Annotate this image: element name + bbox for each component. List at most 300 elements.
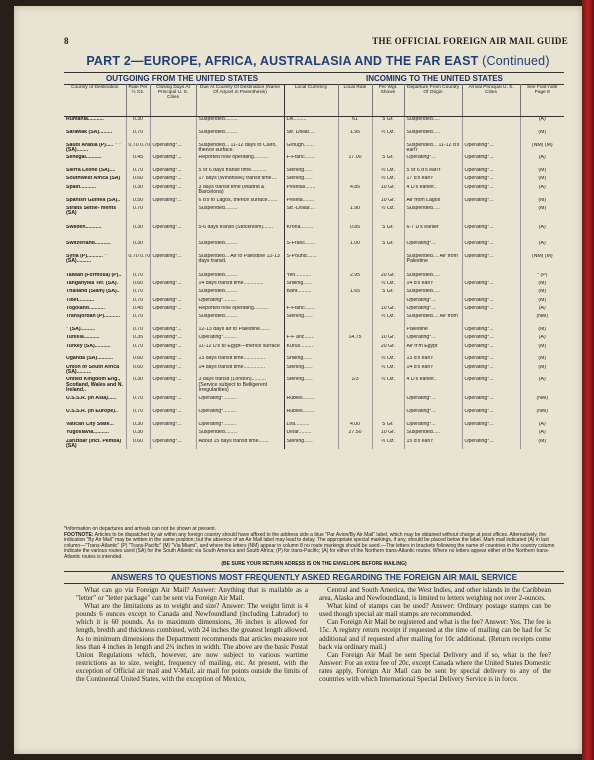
cell-rate: 0.70 [126, 130, 150, 143]
cell-cur: Str. Dollar.... [284, 130, 338, 143]
column-header: Local Rate [338, 84, 372, 117]
cell-lrate [338, 168, 372, 176]
column-header: Per Wgt. Shown [372, 84, 404, 117]
incoming-heading: INCOMING TO THE UNITED STATES [366, 74, 503, 83]
cell-rate: 0.30 [126, 117, 150, 130]
cell-note: (A) [520, 422, 564, 430]
cell-closing: Operating*... [150, 306, 196, 314]
cell-wgt: 5 Gr. [372, 422, 404, 430]
cell-closing: Operating*... [150, 344, 196, 357]
cell-closing [150, 273, 196, 281]
cell-cur [284, 327, 338, 335]
cell-cur: Peseta........ [284, 198, 338, 206]
cell-dep: 4 D's earlier.. [404, 185, 462, 198]
cell-dep: Operating*... [404, 241, 462, 254]
cell-country: Union of South Africa (SA).......... [66, 364, 120, 376]
table-row [64, 327, 564, 335]
cell-arr [462, 130, 520, 143]
cell-country: Turkey (SA)........... [66, 343, 111, 349]
cell-dep: 13 d's earl'r [404, 356, 462, 364]
cell-dep: Suspended.... Air from [404, 314, 462, 327]
cell-closing [150, 241, 196, 254]
cell-wgt: 5 Gr. [372, 241, 404, 254]
cell-dep: Air fr'm Egypt [404, 344, 462, 357]
cell-note: (A) [520, 241, 564, 254]
cell-rate: 0.30 [126, 225, 150, 241]
cell-rate: 0.60 [126, 176, 150, 184]
cell-country: Vatican City State... [66, 422, 114, 428]
cell-lrate [338, 314, 372, 327]
cell-dep: Operating*... [404, 298, 462, 306]
cell-closing [150, 430, 196, 438]
cell-country: Yugoslavia........... [66, 430, 109, 436]
cell-cur: Shilling...... [284, 281, 338, 289]
cell-due: Suspended... 11-12 days to Cairo, thence surface. [196, 143, 284, 156]
cell-lrate: 1.00 [338, 241, 372, 254]
cell-arr: Operating*... [462, 439, 520, 450]
cell-arr: Operating*... [462, 335, 520, 343]
cell-closing: Operating*... [150, 439, 196, 450]
cell-closing: Operating*... [150, 185, 196, 198]
cell-arr [462, 206, 520, 225]
cell-closing: Operating*... [150, 377, 196, 396]
cell-cur: F-Franc....... [284, 306, 338, 314]
cell-rate: 0.70 [126, 298, 150, 306]
guide-page [14, 6, 582, 754]
cell-due: Suspended......... [196, 241, 284, 254]
cell-rate: 0.60 [126, 281, 150, 289]
cell-dep: 6-7 D's earlier [404, 225, 462, 241]
cell-lrate [338, 176, 372, 184]
cell-country: Taiwan (Formosa) (P).. [66, 272, 122, 278]
table-row [64, 273, 564, 281]
cell-lrate [338, 254, 372, 273]
cell-rate: 0.70 [126, 289, 150, 297]
table-row [64, 396, 564, 409]
column-header: Rate Per ½ Oz. [126, 84, 150, 117]
cell-lrate [338, 198, 372, 206]
cell-lrate [338, 356, 372, 364]
cell-cur: Sterling...... [284, 168, 338, 176]
cell-lrate [338, 327, 372, 335]
cell-lrate: 0.85 [338, 225, 372, 241]
cell-rate: 0.50 [126, 198, 150, 206]
part-title-main: PART 2—EUROPE, AFRICA, AUSTRALASIA AND THE FAR EAST [86, 54, 479, 68]
column-header: Local Currency [284, 84, 338, 117]
cell-dep: Palestine [404, 327, 462, 335]
cell-arr: Operating*... [462, 241, 520, 254]
cell-rate: 0.70 0.70 [126, 143, 150, 156]
cell-wgt: 10 Gr. [372, 185, 404, 198]
cell-due: Suspended......... [196, 289, 284, 297]
cell-rate: 0.70 0.70 [126, 254, 150, 273]
cell-wgt: 20 Gr. [372, 344, 404, 357]
cell-closing [150, 289, 196, 297]
cell-note: (NM) [520, 396, 564, 409]
cell-wgt: 5 Gr. [372, 225, 404, 241]
cell-note: (M) [520, 289, 564, 297]
cell-due: Suspended......... [196, 430, 284, 438]
cell-note: (M) [520, 439, 564, 450]
cell-dep: Suspended... 11-12 d's earl'r [404, 143, 462, 156]
cell-wgt: ½ Oz. [372, 439, 404, 450]
table-row [64, 298, 564, 306]
table-row [64, 430, 564, 438]
cell-cur: Sterling...... [284, 176, 338, 184]
cell-rate: 0.70 [126, 344, 150, 357]
cell-dep: Operating*... [404, 306, 462, 314]
cell-lrate [338, 306, 372, 314]
cell-rate: 0.30 [126, 430, 150, 438]
cell-cur: Lei......... [284, 117, 338, 130]
cell-country: Togoland........... [66, 305, 105, 311]
cell-rate: 0.30 [126, 241, 150, 254]
cell-closing: Operating*... [150, 409, 196, 422]
table-row [64, 439, 564, 450]
cell-arr: Operating*... [462, 185, 520, 198]
cell-note: * (P) [520, 273, 564, 281]
table-row [64, 241, 564, 254]
cell-cur: Kurus......... [284, 344, 338, 357]
table-row [64, 281, 564, 289]
cell-lrate: 4.85 [338, 185, 372, 198]
cell-country: Uganda (SA)........... [66, 356, 113, 362]
cell-arr [462, 314, 520, 327]
cell-closing: Operating*... [150, 143, 196, 156]
cell-wgt: ½ Oz. [372, 356, 404, 364]
cell-cur: Rubles........ [284, 409, 338, 422]
cell-country: Tibet........... [66, 297, 95, 303]
table-row [64, 155, 564, 168]
cell-arr: Operating*... [462, 281, 520, 289]
cell-rate: 0.45 [126, 155, 150, 168]
cell-country: Senegal........... [66, 155, 102, 161]
cell-dep: Suspended..... [404, 430, 462, 438]
table-row [64, 306, 564, 314]
cell-dep: 17 d's earl'r [404, 176, 462, 184]
cell-country: Spanish Guinea (SA).. [66, 197, 121, 203]
cell-dep: Suspended.... Air from Palestine [404, 254, 462, 273]
cell-dep: Operating*... [404, 409, 462, 422]
cell-closing [150, 314, 196, 327]
cell-due: Operating*......... [196, 396, 284, 409]
cell-cur: Shilling...... [284, 356, 338, 364]
cell-note: (NM) (M) [520, 143, 564, 156]
cell-wgt [372, 254, 404, 273]
cell-rate: 0.70 [126, 314, 150, 327]
cell-cur: Str.-Dollar.... [284, 206, 338, 225]
cell-dep: Operating*... [404, 335, 462, 343]
cell-country: U.S.S.R. (In Europe).. [66, 409, 118, 415]
cell-closing: Operating*... [150, 176, 196, 184]
cell-wgt: ½ Oz. [372, 314, 404, 327]
cell-note: (M) [520, 168, 564, 176]
cell-note: (M) [520, 130, 564, 143]
cell-cur: S-Pound....... [284, 254, 338, 273]
cell-cur: Sterling...... [284, 314, 338, 327]
cell-note: (A) [520, 117, 564, 130]
cell-closing: Operating*... [150, 168, 196, 176]
cell-note: (M) [520, 176, 564, 184]
footnote-star: *Information on departures and arrivals can not be shown at present. [64, 526, 217, 532]
table-row [64, 143, 564, 156]
cell-closing: Operating*... [150, 422, 196, 430]
cell-cur: Sterling...... [284, 439, 338, 450]
page-number: 8 [64, 36, 69, 46]
qa-right-column [319, 586, 551, 683]
cell-note: (M) [520, 198, 564, 206]
cell-note: (NM) [520, 314, 564, 327]
cell-country: Zanzibar (incl. Pemba)(SA) [66, 438, 122, 450]
outgoing-heading: OUTGOING FROM THE UNITED STATES [106, 74, 259, 83]
cell-rate: 0.60 [126, 356, 150, 364]
table-row [64, 225, 564, 241]
rates-table [64, 84, 564, 449]
cell-note: (M) [520, 206, 564, 225]
cell-note: (NM) (M) [520, 254, 564, 273]
cell-country: U.S.S.R. (In Asia)...... [66, 396, 117, 402]
cell-lrate: 1.90 [338, 206, 372, 225]
cell-due: 14 days transit time............... [196, 365, 284, 378]
cell-due: Operating*......... [196, 422, 284, 430]
book-spine-edge [582, 0, 594, 760]
cell-arr: Operating*... [462, 254, 520, 273]
cell-rate: 0.70 [126, 273, 150, 281]
table-row [64, 198, 564, 206]
qa-paragraph: Central and South America, the West Indies, and other islands in the Caribbean area, Alaska and Newfoundland, is limited to letters weighing not over 2-ounces. [319, 586, 551, 603]
table-row [64, 206, 564, 225]
cell-note: (M) [520, 281, 564, 289]
cell-rate: 0.70 [126, 168, 150, 176]
table-row [64, 254, 564, 273]
cell-due: 3 days transit (London).......... (Service subject to Belligerent Irregularities) [196, 377, 284, 396]
cell-dep: 15 d's earl'r [404, 439, 462, 450]
table-row [64, 335, 564, 343]
cell-country: Straits Settle- ments (SA) [66, 205, 117, 217]
cell-due: Operating*......... [196, 335, 284, 343]
cell-cur: Lira.......... [284, 422, 338, 430]
cell-due: 17 days (Windhoek) transit time.... [196, 176, 284, 184]
cell-cur: Sterling...... [284, 377, 338, 396]
cell-wgt: 5 Gr. [372, 117, 404, 130]
cell-cur: Sterling...... [284, 365, 338, 378]
return-address-notice: (BE SURE YOUR RETURN ADRESS IS ON THE ENVELOPE BEFORE MAILING) [221, 560, 407, 567]
cell-arr: Operating*... [462, 143, 520, 156]
cell-due: Operating*......... [196, 298, 284, 306]
cell-lrate: 4.00 [338, 422, 372, 430]
cell-wgt [372, 143, 404, 156]
cell-country: " (SA).......... [66, 326, 95, 332]
cell-cur: Krona......... [284, 225, 338, 241]
cell-due: 12-13 days air to Palestine....... [196, 327, 284, 335]
qa-paragraph: What can go via Foreign Air Mail? Answer: Anything that is mailable as a "letter" or "letter package" can be sent via Foreign Air Mail. [76, 586, 308, 603]
cell-note: (A) [520, 225, 564, 241]
footnote-text: Articles to be dispatched by air within any foreign country should have affixed to the address side a blue "Par Avion/By Air Mail" label, which may be obtained without charge at post offices. Alternatively, the indication "By Air Mail" may be written in the same position; but the absence of an Air Mail label may lead to delay. The appropriate special markings, if any, should be placed below the label. Mark mail indicated (A) in last column—"Trans-Atlantic" (P) "Trans-Pacific" (M) "Via Miami", and where the letters (NM) appear in column 8 no route markings should be used.—The letters in brackets following the name of countries in the country column indicate the various routes used (SA) for the South Atlantic via South America and South Africa; (P) for trans-Pacific; (A) for either of the Northern trans-Atlantic routes. Where no letters appear either of the Northern trans-Atlantic routes is intended. [64, 531, 555, 560]
column-header: Due At Country Of Destination (Name Of Airport in Parenthesis) [196, 84, 284, 117]
cell-wgt: 5 Gr. [372, 155, 404, 168]
cell-arr [462, 430, 520, 438]
cell-arr: Operating*... [462, 298, 520, 306]
cell-closing: Operating*... [150, 281, 196, 289]
cell-wgt: 10 Gr. [372, 198, 404, 206]
cell-lrate: 61 [338, 117, 372, 130]
cell-rate: 0.70 [126, 327, 150, 335]
cell-arr [462, 289, 520, 297]
column-header: Departure From Country Of Origin [404, 84, 462, 117]
cell-arr: Operating*... [462, 155, 520, 168]
cell-note: (M) [520, 327, 564, 335]
cell-due: 5 or 6 days transit time........... [196, 168, 284, 176]
column-header: See Foot-note Page 8 [520, 84, 564, 117]
cell-due: Reported now operating.......... [196, 155, 284, 168]
cell-dep: Operating*... [404, 396, 462, 409]
cell-wgt: ½ Oz. [372, 365, 404, 378]
cell-lrate [338, 396, 372, 409]
guide-title: THE OFFICIAL FOREIGN AIR MAIL GUIDE [372, 36, 568, 46]
cell-wgt [372, 409, 404, 422]
cell-rate: 0.45 [126, 306, 150, 314]
cell-note: (A) [520, 430, 564, 438]
cell-due: Reported now operating.......... [196, 306, 284, 314]
table-row [64, 377, 564, 396]
cell-dep: 14 d's earl'r [404, 281, 462, 289]
cell-wgt: ½ Oz. [372, 377, 404, 396]
footnote-label: FOOTNOTE: [64, 531, 94, 538]
cell-country: Tanganyika Ter. (SA). [66, 280, 118, 286]
cell-rate: 0.60 [126, 439, 150, 450]
cell-arr: Operating*... [462, 356, 520, 364]
cell-rate: 0.70 [126, 409, 150, 422]
cell-due: 5-6 days transit (Stockholm)....... [196, 225, 284, 241]
cell-wgt: 10 Gr. [372, 306, 404, 314]
table-row [64, 117, 564, 130]
cell-country: Sweden........... [66, 224, 102, 230]
cell-country: Sierra Leone (SA).... [66, 168, 116, 174]
cell-closing [150, 206, 196, 225]
cell-due: 3 days transit time (Madrid & Barcelona) [196, 185, 284, 198]
cell-cur: Rubles........ [284, 396, 338, 409]
cell-dep: 5 or 6 d's earl'r [404, 168, 462, 176]
cell-due: Suspended... Air to Palestine 12-13 days transit. [196, 254, 284, 273]
cell-due: 11-12 D's to Egypt—thence surface [196, 344, 284, 357]
cell-due: About 15 days transit time....... [196, 439, 284, 450]
cell-rate: 0.30 [126, 377, 150, 396]
table-row [64, 409, 564, 422]
cell-note: (A) [520, 155, 564, 168]
cell-closing: Operating*... [150, 155, 196, 168]
cell-note: (A) [520, 306, 564, 314]
cell-closing: Operating*... [150, 356, 196, 364]
cell-dep: Suspended..... [404, 289, 462, 297]
cell-closing: Operating*... [150, 327, 196, 335]
cell-note: (M) [520, 356, 564, 364]
table-row [64, 168, 564, 176]
cell-cur: Yen........... [284, 273, 338, 281]
qa-paragraph: Can Foreign Air Mail be sent Special Delivery and if so, what is the fee? Answer: For an extra fee of 20c, except Canada where the United States Domestic rates apply, Foreign Air Mail can be sent by special delivery to any of the countries with which International Special Delivery Service is in force. [319, 650, 551, 684]
cell-due: 13 days transit time............... [196, 356, 284, 364]
cell-wgt: ½ Oz. [372, 206, 404, 225]
cell-country: Syria (P)........... " (SA).......... [66, 253, 107, 265]
cell-country: Thailand (Siam) (SA).. [66, 289, 120, 295]
cell-dep: 4 D's earlier.. [404, 377, 462, 396]
cell-rate: 0.35 [126, 335, 150, 343]
cell-cur: S-Franc....... [284, 241, 338, 254]
cell-lrate: 1.95 [338, 130, 372, 143]
cell-note: (M) [520, 344, 564, 357]
cell-arr: Operating*... [462, 306, 520, 314]
cell-closing: Operating*... [150, 396, 196, 409]
cell-lrate [338, 344, 372, 357]
cell-closing: Operating*... [150, 198, 196, 206]
cell-wgt [372, 396, 404, 409]
cell-country: Sarawak (SA)......... [66, 129, 113, 135]
cell-wgt [372, 298, 404, 306]
cell-country: Tunisia........... [66, 335, 100, 341]
cell-closing: Operating*... [150, 225, 196, 241]
footnote-block [64, 527, 564, 567]
cell-wgt: ½ Oz. [372, 176, 404, 184]
cell-lrate: 2.95 [338, 273, 372, 281]
cell-wgt: 20 Gr. [372, 273, 404, 281]
cell-dep: Operating*... [404, 422, 462, 430]
cell-lrate: 1.65 [338, 289, 372, 297]
cell-dep: Suspended..... [404, 206, 462, 225]
table-row [64, 314, 564, 327]
table-header-row [64, 84, 564, 117]
cell-dep: Suspended..... [404, 130, 462, 143]
cell-due: 6 d's to Lagos, thence surface....... [196, 198, 284, 206]
cell-rate: 0.30 [126, 185, 150, 198]
cell-lrate [338, 143, 372, 156]
column-header: Closing Days At Principal U. S. Cities [150, 84, 196, 117]
cell-closing: Operating*... [150, 335, 196, 343]
cell-wgt: ½ Oz. [372, 281, 404, 289]
part-title [74, 54, 562, 68]
qa-paragraph: What are the limitations as to weight and size? Answer: The weight limit is 4 pounds 6 ounces except to Canada and Newfoundland (including Labrador) to which it is 60 pounds. As to maximum dimensions, 36 inches is allowed for length, bredth and thickness combined, with 24 inches the greatest length allowed. As to minimum dimensions the Department recommends that articles measure not less than 4 inches in length and 2¾ inches in width. The above are the basic Postal Union Regulations which, however, are now subject to various wartime restrictions as to size, weight, frequency of mailing, etc. At present, with the exception of Official air mail and V-Mail, air mail for points outside the limits of the Continental United States, with the exception of Mexico, [76, 602, 308, 684]
table-body [64, 117, 564, 450]
cell-due: Suspended......... [196, 273, 284, 281]
cell-country: Saudi Arabia (P)..... " " (SA)........ [66, 142, 121, 153]
cell-lrate: 27.50 [338, 430, 372, 438]
cell-lrate [338, 281, 372, 289]
cell-lrate [338, 298, 372, 306]
table-row [64, 176, 564, 184]
cell-wgt [372, 327, 404, 335]
cell-closing: Operating*... [150, 298, 196, 306]
table-row [64, 422, 564, 430]
cell-cur: F-Franc....... [284, 155, 338, 168]
cell-arr: Operating*... [462, 377, 520, 396]
part-title-continued: (Continued) [482, 54, 550, 68]
cell-cur [284, 298, 338, 306]
column-header: Arrival Principal U. S. Cities [462, 84, 520, 117]
cell-dep: Suspended..... [404, 117, 462, 130]
cell-arr: Operating*... [462, 422, 520, 430]
cell-due: Operating*......... [196, 409, 284, 422]
cell-arr [462, 117, 520, 130]
cell-due: Suspended......... [196, 314, 284, 327]
cell-dep: Operating*... [404, 155, 462, 168]
cell-rate: 0.70 [126, 396, 150, 409]
cell-wgt: 5 Gr. [372, 289, 404, 297]
cell-country: Rumania........... [66, 116, 104, 122]
cell-cur: Grough....... [284, 143, 338, 156]
cell-lrate: 1/3 [338, 377, 372, 396]
cell-note: (A) [520, 335, 564, 343]
cell-arr: Operating*... [462, 176, 520, 184]
cell-closing: Operating*... [150, 254, 196, 273]
cell-lrate: 14.75 [338, 335, 372, 343]
